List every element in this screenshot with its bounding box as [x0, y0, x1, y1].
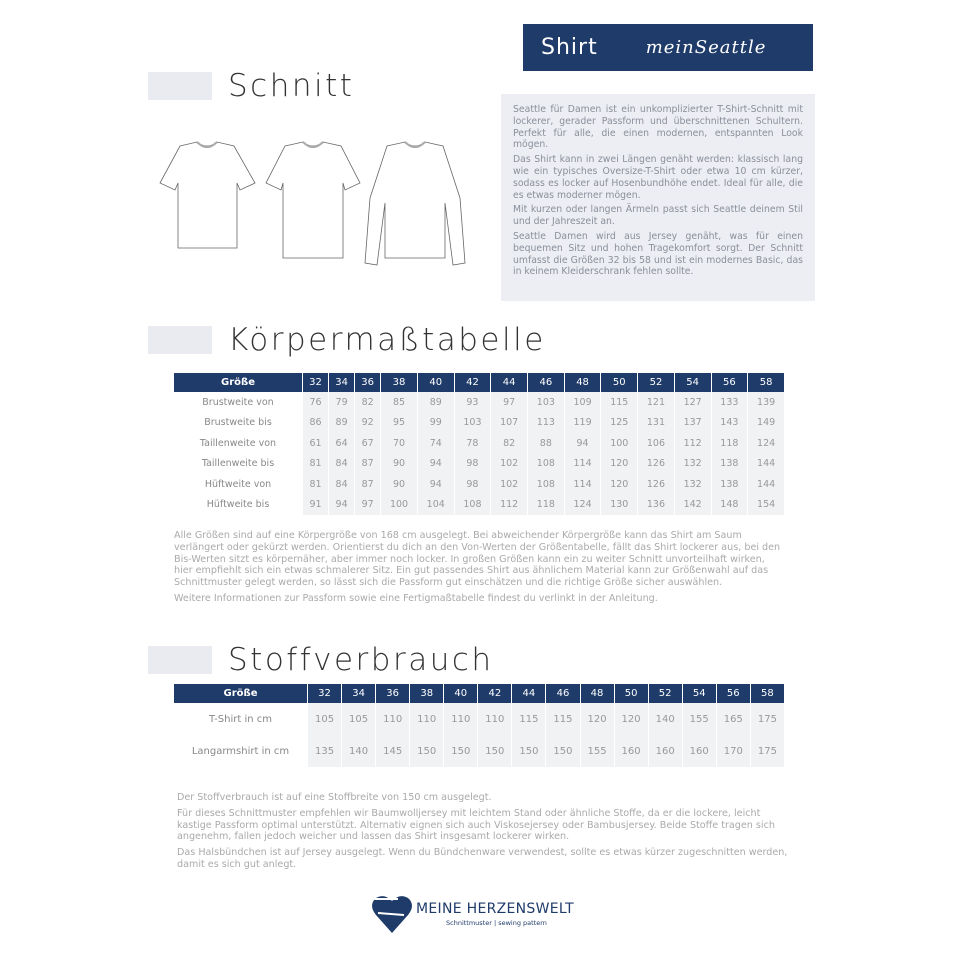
table-cell: 118 [528, 495, 564, 516]
table-cell: 87 [355, 474, 380, 495]
header-size: 40 [444, 684, 477, 703]
table-cell: 155 [581, 735, 614, 767]
section-title: Schnitt [228, 68, 355, 104]
header-size: 34 [342, 684, 375, 703]
table-cell: 105 [342, 703, 375, 735]
table-cell: 124 [748, 433, 784, 454]
description-paragraph: Mit kurzen oder langen Ärmeln passt sich Seattle deinem Stil und der Jahreszeit an. [513, 204, 803, 228]
section-title: Stoffverbrauch [228, 642, 494, 678]
table-cell: 127 [675, 392, 711, 413]
fabric-consumption-table [173, 684, 785, 767]
table-cell: 92 [355, 413, 380, 434]
table-row [174, 392, 784, 413]
brand-logo [368, 893, 574, 935]
table-cell: 155 [683, 703, 716, 735]
heart-scissors-icon [368, 893, 416, 935]
tshirt-long-drawing [266, 142, 360, 258]
header-size: 44 [491, 373, 527, 392]
table-cell: 82 [491, 433, 527, 454]
header-size: 36 [355, 373, 380, 392]
header-size: 52 [638, 373, 674, 392]
row-label: Hüftweite bis [206, 499, 270, 511]
table-cell: 103 [528, 392, 564, 413]
table-cell: 78 [455, 433, 491, 454]
table-cell: 139 [748, 392, 784, 413]
banner-script-logo: meinSeattle [645, 37, 767, 58]
table-cell: 105 [308, 703, 341, 735]
table-cell: 104 [418, 495, 454, 516]
table-cell: 107 [491, 413, 527, 434]
table-cell: 91 [303, 495, 328, 516]
table-cell: 119 [565, 413, 601, 434]
table-cell: 148 [712, 495, 748, 516]
header-size: 58 [748, 373, 784, 392]
table-cell: 126 [638, 474, 674, 495]
table-cell: 140 [342, 735, 375, 767]
body-notes [174, 530, 786, 609]
table-cell: 115 [601, 392, 637, 413]
table-cell: 82 [355, 392, 380, 413]
row-label: T-Shirt in cm [208, 713, 272, 725]
tshirt-short-drawing [160, 142, 255, 248]
header-size: 34 [329, 373, 354, 392]
table-cell: 160 [683, 735, 716, 767]
header-size: 36 [376, 684, 409, 703]
table-cell: 97 [355, 495, 380, 516]
table-cell: 109 [565, 392, 601, 413]
table-cell: 110 [376, 703, 409, 735]
table-cell: 110 [410, 703, 443, 735]
table-cell: 150 [546, 735, 579, 767]
header-size: 58 [751, 684, 784, 703]
table-cell: 140 [649, 703, 682, 735]
description-paragraph: Das Shirt kann in zwei Längen genäht werden: klassisch lang wie ein typisches Oversize-T-Shirt oder etwa 10 cm kürzer, sodass es locker auf Hosenbundhöhe endet. Ideal für alle, die es etwas moderner mögen. [513, 154, 803, 201]
table-cell: 124 [565, 495, 601, 516]
table-cell: 84 [329, 474, 354, 495]
table-cell: 85 [381, 392, 417, 413]
header-size: 44 [512, 684, 545, 703]
table-cell: 98 [455, 454, 491, 475]
table-row [174, 735, 784, 767]
table-header-row [174, 373, 784, 392]
section-header-stoffverbrauch [148, 642, 494, 678]
note-paragraph: Alle Größen sind auf eine Körpergröße von 168 cm ausgelegt. Bei abweichender Körpergröße kann das Shirt am Saum verlängert oder gekürzt werden. Orientierst du dich an den Von-Werten der Größentabelle, fällt das Shirt lockerer aus, bei den Bis-Werten sitzt es körpernäher, aber immer noch locker. In großen Größen kann ein zu weiter Schnitt unvorteilhaft wirken, hier empfiehlt sich ein etwas schmalerer Sitz. Ein gut passendes Shirt aus ähnlichem Material kann zur Größenwahl auf das Schnittmuster gelegt werden, so lässt sich die Passform gut einschätzen und die richtige Größe sicher auswählen. [174, 530, 781, 589]
section-marker [148, 646, 212, 674]
table-row [174, 703, 784, 735]
table-cell: 100 [381, 495, 417, 516]
banner-title: Shirt [541, 35, 598, 60]
table-cell: 76 [303, 392, 328, 413]
row-label: Brustweite von [202, 396, 274, 408]
table-row [174, 495, 784, 516]
row-label: Taillenweite bis [201, 458, 275, 470]
header-size: 42 [455, 373, 491, 392]
brand-name: MEINE HERZENSWELT [416, 901, 574, 917]
table-row [174, 454, 784, 475]
description-paragraph: Seattle für Damen ist ein unkomplizierter T-Shirt-Schnitt mit lockerer, gerader Passform und überschnittenen Schultern. Perfekt für alle, die einen modernen, entspannten Look mögen. [513, 104, 803, 151]
header-size: 38 [381, 373, 417, 392]
table-cell: 144 [748, 454, 784, 475]
table-cell: 61 [303, 433, 328, 454]
table-cell: 165 [717, 703, 750, 735]
table-cell: 144 [748, 474, 784, 495]
section-title: Körpermaßtabelle [228, 322, 546, 358]
table-cell: 102 [491, 454, 527, 475]
table-cell: 100 [601, 433, 637, 454]
brand-tagline: Schnittmuster | sewing pattern [446, 919, 547, 927]
description-panel [501, 94, 815, 301]
table-cell: 108 [455, 495, 491, 516]
header-size: 38 [410, 684, 443, 703]
header-size: 54 [683, 684, 716, 703]
table-cell: 120 [601, 474, 637, 495]
table-cell: 110 [478, 703, 511, 735]
table-cell: 170 [717, 735, 750, 767]
table-cell: 94 [418, 474, 454, 495]
table-cell: 150 [410, 735, 443, 767]
title-banner [523, 24, 813, 71]
header-size: 46 [546, 684, 579, 703]
row-label: Taillenweite von [199, 437, 277, 449]
table-cell: 81 [303, 474, 328, 495]
table-cell: 112 [675, 433, 711, 454]
table-cell: 81 [303, 454, 328, 475]
table-cell: 160 [649, 735, 682, 767]
table-cell: 132 [675, 474, 711, 495]
table-cell: 89 [329, 413, 354, 434]
table-cell: 135 [308, 735, 341, 767]
table-cell: 112 [491, 495, 527, 516]
table-cell: 142 [675, 495, 711, 516]
header-size: 32 [303, 373, 328, 392]
header-size: 56 [712, 373, 748, 392]
table-cell: 113 [528, 413, 564, 434]
table-cell: 70 [381, 433, 417, 454]
header-size: 32 [308, 684, 341, 703]
table-cell: 94 [329, 495, 354, 516]
section-marker [148, 326, 212, 354]
note-paragraph: Weitere Informationen zur Passform sowie eine Fertigmaßtabelle findest du verlinkt in der Anleitung. [174, 592, 658, 604]
table-cell: 130 [601, 495, 637, 516]
table-cell: 175 [751, 703, 784, 735]
table-cell: 150 [478, 735, 511, 767]
table-cell: 74 [418, 433, 454, 454]
longsleeve-drawing [365, 142, 465, 265]
table-row [174, 413, 784, 434]
table-cell: 106 [638, 433, 674, 454]
table-cell: 136 [638, 495, 674, 516]
body-measurement-table [173, 373, 785, 515]
header-size-label: Größe [174, 684, 307, 703]
table-row [174, 474, 784, 495]
table-cell: 110 [444, 703, 477, 735]
table-cell: 138 [712, 474, 748, 495]
section-header-koerpermasse [148, 322, 546, 358]
table-cell: 97 [491, 392, 527, 413]
table-cell: 160 [615, 735, 648, 767]
table-cell: 137 [675, 413, 711, 434]
table-cell: 125 [601, 413, 637, 434]
table-cell: 90 [381, 474, 417, 495]
table-cell: 89 [418, 392, 454, 413]
table-cell: 143 [712, 413, 748, 434]
header-size: 40 [418, 373, 454, 392]
table-cell: 102 [491, 474, 527, 495]
table-cell: 114 [565, 454, 601, 475]
table-cell: 84 [329, 454, 354, 475]
table-cell: 114 [565, 474, 601, 495]
note-paragraph: Für dieses Schnittmuster empfehlen wir Baumwolljersey mit leichtem Stand oder ähnliche Stoffe, da er die lockere, leicht kastige Passform optimal unterstützt. Alternativ eignen sich auch Viskosejersey oder Bambusjersey. Beide Stoffe tragen sich angenehm, fallen jedoch weicher und lassen das Shirt insgesamt lockerer wirken. [177, 807, 775, 843]
table-cell: 115 [546, 703, 579, 735]
table-cell: 108 [528, 454, 564, 475]
table-cell: 94 [418, 454, 454, 475]
table-cell: 126 [638, 454, 674, 475]
header-size: 50 [601, 373, 637, 392]
table-cell: 175 [751, 735, 784, 767]
table-cell: 131 [638, 413, 674, 434]
header-size: 56 [717, 684, 750, 703]
table-row [174, 433, 784, 454]
fabric-notes [177, 792, 789, 875]
header-size: 48 [565, 373, 601, 392]
table-cell: 67 [355, 433, 380, 454]
table-cell: 150 [444, 735, 477, 767]
row-label: Hüftweite von [204, 478, 272, 490]
header-size: 52 [649, 684, 682, 703]
table-cell: 120 [581, 703, 614, 735]
table-cell: 103 [455, 413, 491, 434]
table-cell: 145 [376, 735, 409, 767]
table-cell: 99 [418, 413, 454, 434]
table-cell: 150 [512, 735, 545, 767]
table-cell: 86 [303, 413, 328, 434]
table-cell: 154 [748, 495, 784, 516]
table-cell: 132 [675, 454, 711, 475]
note-paragraph: Der Stoffverbrauch ist auf eine Stoffbreite von 150 cm ausgelegt. [177, 792, 492, 803]
note-paragraph: Das Halsbündchen ist auf Jersey ausgelegt. Wenn du Bündchenware verwendest, sollte es etwas kürzer zugeschnitten werden, damit es sich gut anlegt. [177, 847, 788, 870]
header-size-label: Größe [174, 373, 302, 392]
table-cell: 98 [455, 474, 491, 495]
shirt-illustrations [155, 138, 470, 270]
header-size: 42 [478, 684, 511, 703]
table-cell: 120 [615, 703, 648, 735]
table-cell: 95 [381, 413, 417, 434]
section-header-schnitt [148, 68, 354, 104]
table-cell: 138 [712, 454, 748, 475]
table-cell: 64 [329, 433, 354, 454]
row-label: Langarmshirt in cm [191, 745, 290, 757]
header-size: 50 [615, 684, 648, 703]
table-cell: 118 [712, 433, 748, 454]
header-size: 46 [528, 373, 564, 392]
table-cell: 108 [528, 474, 564, 495]
row-label: Brustweite bis [204, 417, 272, 429]
table-cell: 121 [638, 392, 674, 413]
table-cell: 133 [712, 392, 748, 413]
table-cell: 90 [381, 454, 417, 475]
table-cell: 94 [565, 433, 601, 454]
table-cell: 120 [601, 454, 637, 475]
table-cell: 79 [329, 392, 354, 413]
table-cell: 88 [528, 433, 564, 454]
description-paragraph: Seattle Damen wird aus Jersey genäht, was für einen bequemen Sitz und hohen Tragekomfort sorgt. Der Schnitt umfasst die Größen 32 bis 58 und ist ein modernes Basic, das in keinem Kleiderschrank fehlen sollte. [513, 230, 803, 278]
header-size: 48 [581, 684, 614, 703]
table-header-row [174, 684, 784, 703]
section-marker [148, 72, 212, 100]
table-cell: 93 [455, 392, 491, 413]
header-size: 54 [675, 373, 711, 392]
table-cell: 115 [512, 703, 545, 735]
table-cell: 149 [748, 413, 784, 434]
table-cell: 87 [355, 454, 380, 475]
